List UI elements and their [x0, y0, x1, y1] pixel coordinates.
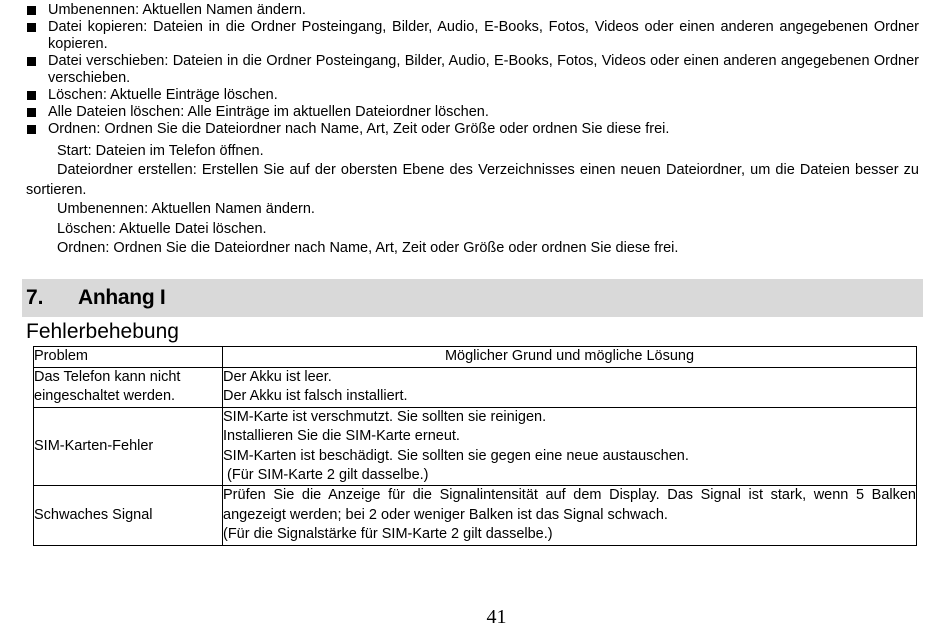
square-bullet-icon	[27, 125, 36, 134]
list-item: Löschen: Aktuelle Einträge löschen.	[26, 87, 919, 104]
subheading: Fehlerbehebung	[26, 320, 179, 343]
square-bullet-icon	[27, 108, 36, 117]
square-bullet-icon	[27, 57, 36, 66]
solution-line: Prüfen Sie die Anzeige für die Signalintensität auf dem Display. Das Signal ist stark, wenn 5 Balken angezeigt werden; bei 2 oder weniger Balken ist das Signal schwach.	[223, 487, 916, 523]
column-header-problem: Problem	[34, 347, 223, 368]
table-header-row	[34, 347, 917, 368]
solution-line: SIM-Karten ist beschädigt. Sie sollten sie gegen eine neue austauschen.	[223, 447, 689, 464]
section-heading	[22, 279, 923, 317]
list-item: Ordnen: Ordnen Sie die Dateiordner nach Name, Art, Zeit oder Größe oder ordnen Sie diese frei.	[26, 121, 919, 138]
solution-line: Der Akku ist leer.	[223, 369, 332, 385]
solution-cell	[223, 368, 917, 408]
square-bullet-icon	[27, 23, 36, 32]
table-row	[34, 486, 917, 545]
sub-item: Umbenennen: Aktuellen Namen ändern.	[57, 201, 315, 218]
square-bullet-icon	[27, 6, 36, 15]
list-item: Datei verschieben: Dateien in die Ordner Posteingang, Bilder, Audio, E-Books, Fotos, Videos oder einen anderen angegebenen Ordner verschieben.	[26, 53, 919, 87]
table-row	[34, 368, 917, 408]
section-title: Anhang I	[78, 286, 166, 309]
sub-item: Dateiordner erstellen: Erstellen Sie auf der obersten Ebene des Verzeichnisses einen neuen Dateiordner, um die Dateien besser zu sortieren.	[26, 162, 919, 198]
page-number: 41	[486, 606, 507, 628]
bullet-list	[26, 2, 919, 138]
sub-item-list	[26, 142, 919, 258]
solution-line: (Für SIM-Karte 2 gilt dasselbe.)	[223, 467, 429, 484]
sub-item: Ordnen: Ordnen Sie die Dateiordner nach Name, Art, Zeit oder Größe oder ordnen Sie diese frei.	[57, 240, 679, 257]
troubleshooting-table	[33, 346, 917, 546]
solution-line: (Für die Signalstärke für SIM-Karte 2 gilt dasselbe.)	[223, 526, 553, 543]
table-row	[34, 407, 917, 486]
list-item: Umbenennen: Aktuellen Namen ändern.	[26, 2, 919, 19]
square-bullet-icon	[27, 91, 36, 100]
column-header-solution: Möglicher Grund und mögliche Lösung	[223, 347, 917, 368]
section-number: 7.	[26, 286, 44, 309]
sub-item: Löschen: Aktuelle Datei löschen.	[57, 220, 267, 237]
problem-cell: Schwaches Signal	[34, 486, 223, 545]
problem-cell: Das Telefon kann nicht eingeschaltet werden.	[34, 368, 223, 408]
solution-line: SIM-Karte ist verschmutzt. Sie sollten sie reinigen.	[223, 408, 547, 425]
solution-cell	[223, 486, 917, 545]
solution-line: Der Akku ist falsch installiert.	[223, 388, 408, 405]
sub-item: Start: Dateien im Telefon öffnen.	[57, 143, 264, 159]
solution-cell	[223, 407, 917, 486]
list-item: Datei kopieren: Dateien in die Ordner Posteingang, Bilder, Audio, E-Books, Fotos, Videos oder einen anderen angegebenen Ordner kopieren.	[26, 19, 919, 53]
problem-cell: SIM-Karten-Fehler	[34, 407, 223, 486]
solution-line: Installieren Sie die SIM-Karte erneut.	[223, 428, 460, 445]
list-item: Alle Dateien löschen: Alle Einträge im aktuellen Dateiordner löschen.	[26, 104, 919, 121]
